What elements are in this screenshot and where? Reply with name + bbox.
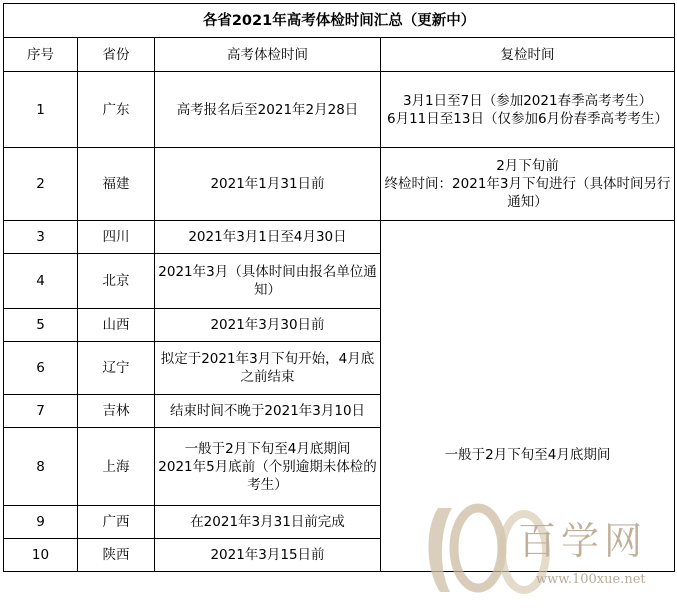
exam-time-line: 2021年1月31日前 (210, 176, 325, 192)
row-province: 上海 (78, 428, 155, 506)
row-exam-time (155, 72, 381, 148)
row-province: 广西 (78, 506, 155, 539)
row-province: 吉林 (78, 395, 155, 428)
row-number: 10 (4, 539, 78, 572)
exam-time-line: 2021年3月（具体时间由报名单位通知） (158, 264, 377, 298)
row-exam-time (155, 428, 381, 506)
row-number: 6 (4, 342, 78, 395)
watermark-url: www.100xue.net (536, 572, 646, 587)
header-province: 省份 (78, 38, 155, 72)
table-row (4, 72, 675, 148)
exam-time-line: 结束时间不晚于2021年3月10日 (169, 403, 366, 419)
exam-time-line: 在2021年3月31日前完成 (190, 514, 345, 530)
row-exam-time (155, 506, 381, 539)
row-exam-time (155, 148, 381, 221)
header-recheck-time: 复检时间 (381, 38, 675, 72)
row-number: 5 (4, 309, 78, 342)
row-exam-time (155, 539, 381, 572)
row-province: 四川 (78, 221, 155, 254)
recheck-time-line: 2月下旬前 (496, 158, 559, 174)
row-province: 广东 (78, 72, 155, 148)
table-row (4, 148, 675, 221)
header-number: 序号 (4, 38, 78, 72)
recheck-time-line: 一般于2月下旬至4月底期间 (444, 447, 611, 463)
table-row (4, 221, 675, 254)
watermark-100xue (420, 496, 670, 596)
exam-time-line: 高考报名后至2021年2月28日 (176, 101, 359, 118)
row-exam-time (155, 342, 381, 395)
row-number: 1 (4, 72, 78, 148)
table-title: 各省2021年高考体检时间汇总（更新中） (4, 4, 675, 38)
row-recheck-time (381, 148, 675, 221)
exam-time-line: 2021年3月1日至4月30日 (188, 229, 347, 245)
exam-time-line: 2021年3月30日前 (210, 317, 325, 333)
row-exam-time (155, 395, 381, 428)
row-province: 山西 (78, 309, 155, 342)
row-number: 7 (4, 395, 78, 428)
row-number: 4 (4, 254, 78, 309)
row-province: 福建 (78, 148, 155, 221)
exam-time-line: 2021年3月15日前 (210, 547, 325, 563)
recheck-time-line: 终检时间：2021年3月下旬进行（具体时间另行通知） (384, 176, 671, 210)
exam-time-line: 2021年5月底前（个别逾期未体检的考生） (158, 458, 377, 493)
row-province: 辽宁 (78, 342, 155, 395)
watermark-chinese: 百学网 (518, 519, 648, 563)
recheck-time-line: 6月11日至13日（仅参加6月份春季高考考生） (387, 110, 669, 127)
row-recheck-time (381, 72, 675, 148)
row-exam-time (155, 254, 381, 309)
row-province: 陕西 (78, 539, 155, 572)
row-number: 3 (4, 221, 78, 254)
row-province: 北京 (78, 254, 155, 309)
row-number: 8 (4, 428, 78, 506)
header-exam-time: 高考体检时间 (155, 38, 381, 72)
row-exam-time (155, 221, 381, 254)
row-number: 9 (4, 506, 78, 539)
exam-schedule-table (3, 3, 675, 572)
row-exam-time (155, 309, 381, 342)
exam-time-line: 拟定于2021年3月下旬开始，4月底之前结束 (160, 351, 375, 385)
exam-time-line: 一般于2月下旬至4月底期间 (184, 440, 351, 457)
recheck-time-line: 3月1日至7日（参加2021春季高考考生） (402, 92, 653, 109)
row-number: 2 (4, 148, 78, 221)
